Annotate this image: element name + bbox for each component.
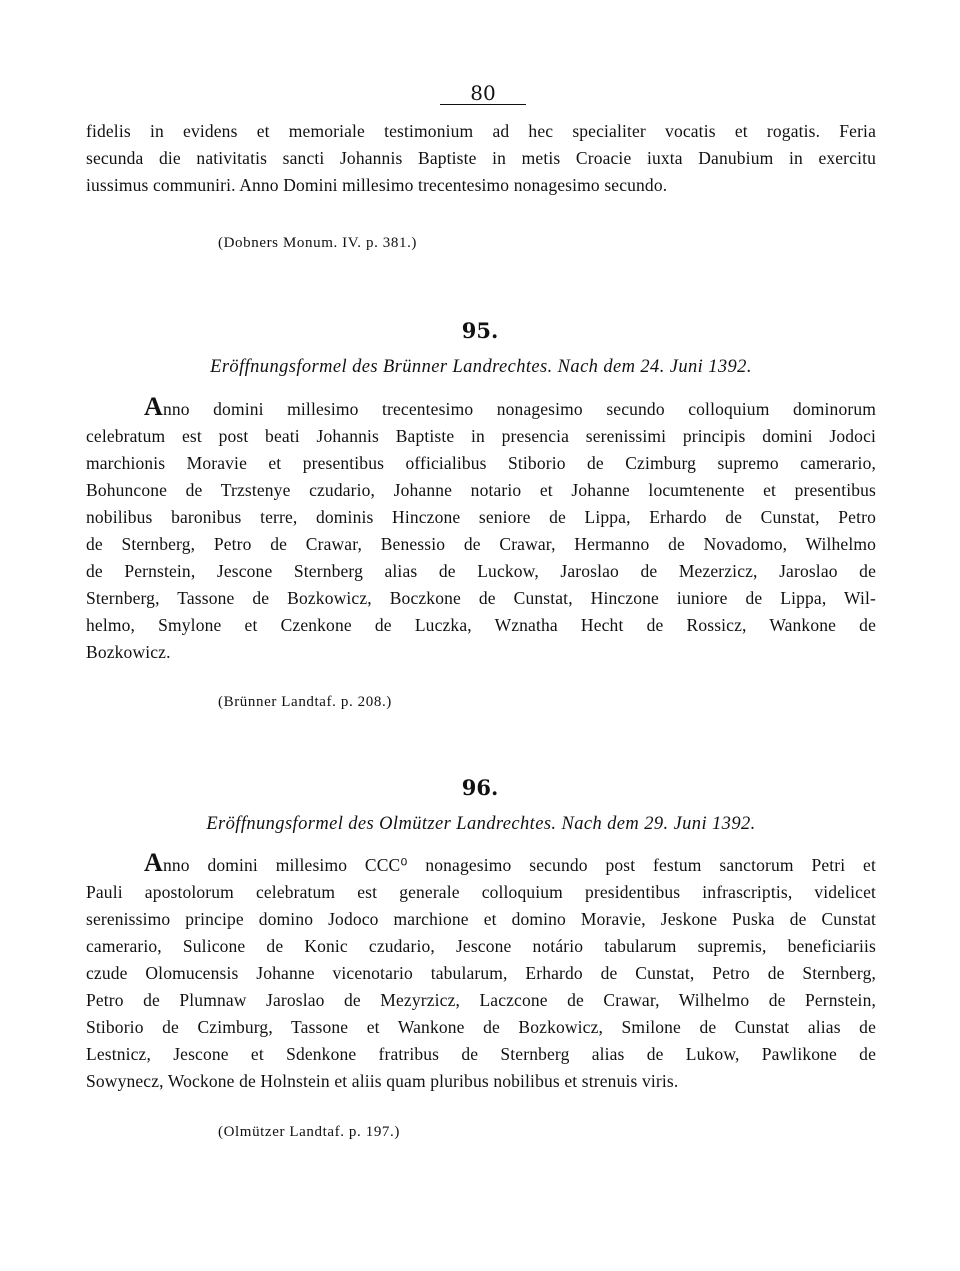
source-citation: (Brünner Landtaf. p. 208.) — [218, 694, 392, 710]
text-line: iussimus communiri. Anno Domini millesimo trecentesimo nonagesimo secundo. — [86, 175, 668, 195]
text-line-first — [86, 852, 876, 879]
first-line-text: nno domini millesimo CCC⁰ nonagesimo secundo post festum sanctorum Petri et — [162, 855, 876, 875]
text-line: de Pernstein, Jescone Sternberg alias de Luckow, Jaroslao de Mezerzicz, Jaroslao de — [86, 561, 876, 581]
text-line: fidelis in evidens et memoriale testimonium ad hec specialiter vocatis et rogatis. Feria — [86, 121, 876, 141]
text-line: Lestnicz, Jescone et Sdenkone fratribus de Sternberg alias de Lukow, Pawlikone de — [86, 1044, 876, 1064]
initial-letter: A — [144, 852, 163, 877]
text-line-first — [86, 396, 876, 423]
text-line: Stiborio de Czimburg, Tassone et Wankone de Bozkowicz, Smilone de Cunstat alias de — [86, 1017, 876, 1037]
text-line: nobilibus baronibus terre, dominis Hinczone seniore de Lippa, Erhardo de Cunstat, Petro — [86, 507, 876, 527]
document-number: 96. — [461, 775, 499, 800]
text-line: Sternberg, Tassone de Bozkowicz, Boczkone de Cunstat, Hinczone iuniore de Lippa, Wil- — [86, 588, 876, 608]
continuation-paragraph — [86, 118, 876, 199]
page-number: 80 — [470, 81, 496, 105]
text-line: Bozkowicz. — [86, 642, 171, 662]
document-body — [86, 396, 876, 666]
document-heading: Eröffnungsformel des Brünner Landrechtes. Nach dem 24. Juni 1392. — [210, 357, 752, 377]
initial-letter: A — [144, 396, 163, 421]
first-line-text: nno domini millesimo trecentesimo nonagesimo secundo colloquium dominorum — [162, 399, 876, 419]
text-line: serenissimo principe domino Jodoco marchione et domino Moravie, Jeskone Puska de Cunstat — [86, 909, 876, 929]
text-line: czude Olomucensis Johanne vicenotario tabularum, Erhardo de Cunstat, Petro de Sternberg, — [86, 963, 876, 983]
document-heading: Eröffnungsformel des Olmützer Landrechtes. Nach dem 29. Juni 1392. — [206, 814, 756, 834]
text-line: camerario, Sulicone de Konic czudario, Jescone notário tabularum supremis, beneficiariis — [86, 936, 876, 956]
document-body — [86, 852, 876, 1095]
text-line: marchionis Moravie et presentibus officialibus Stiborio de Czimburg supremo camerario, — [86, 453, 876, 473]
source-citation: (Olmützer Landtaf. p. 197.) — [218, 1124, 400, 1140]
text-line: celebratum est post beati Johannis Baptiste in presencia serenissimi principis domini Jodoci — [86, 426, 876, 446]
text-line: helmo, Smylone et Czenkone de Luczka, Wznatha Hecht de Rossicz, Wankone de — [86, 615, 876, 635]
source-citation: (Dobners Monum. IV. p. 381.) — [218, 235, 418, 251]
text-line: Bohuncone de Trzstenye czudario, Johanne notario et Johanne locumtenente et presentibus — [86, 480, 876, 500]
text-line: de Sternberg, Petro de Crawar, Benessio de Crawar, Hermanno de Novadomo, Wilhelmo — [86, 534, 876, 554]
document-number: 95. — [461, 318, 499, 343]
page-number-rule — [440, 104, 526, 105]
text-line: Pauli apostolorum celebratum est generale colloquium presidentibus infrascriptis, videlicet — [86, 882, 876, 902]
text-line: Petro de Plumnaw Jaroslao de Mezyrzicz, Laczcone de Crawar, Wilhelmo de Pernstein, — [86, 990, 876, 1010]
text-line: secunda die nativitatis sancti Johannis Baptiste in metis Croacie iuxta Danubium in exercitu — [86, 148, 876, 168]
text-line: Sowynecz, Wockone de Holnstein et aliis quam pluribus nobilibus et strenuis viris. — [86, 1071, 679, 1091]
